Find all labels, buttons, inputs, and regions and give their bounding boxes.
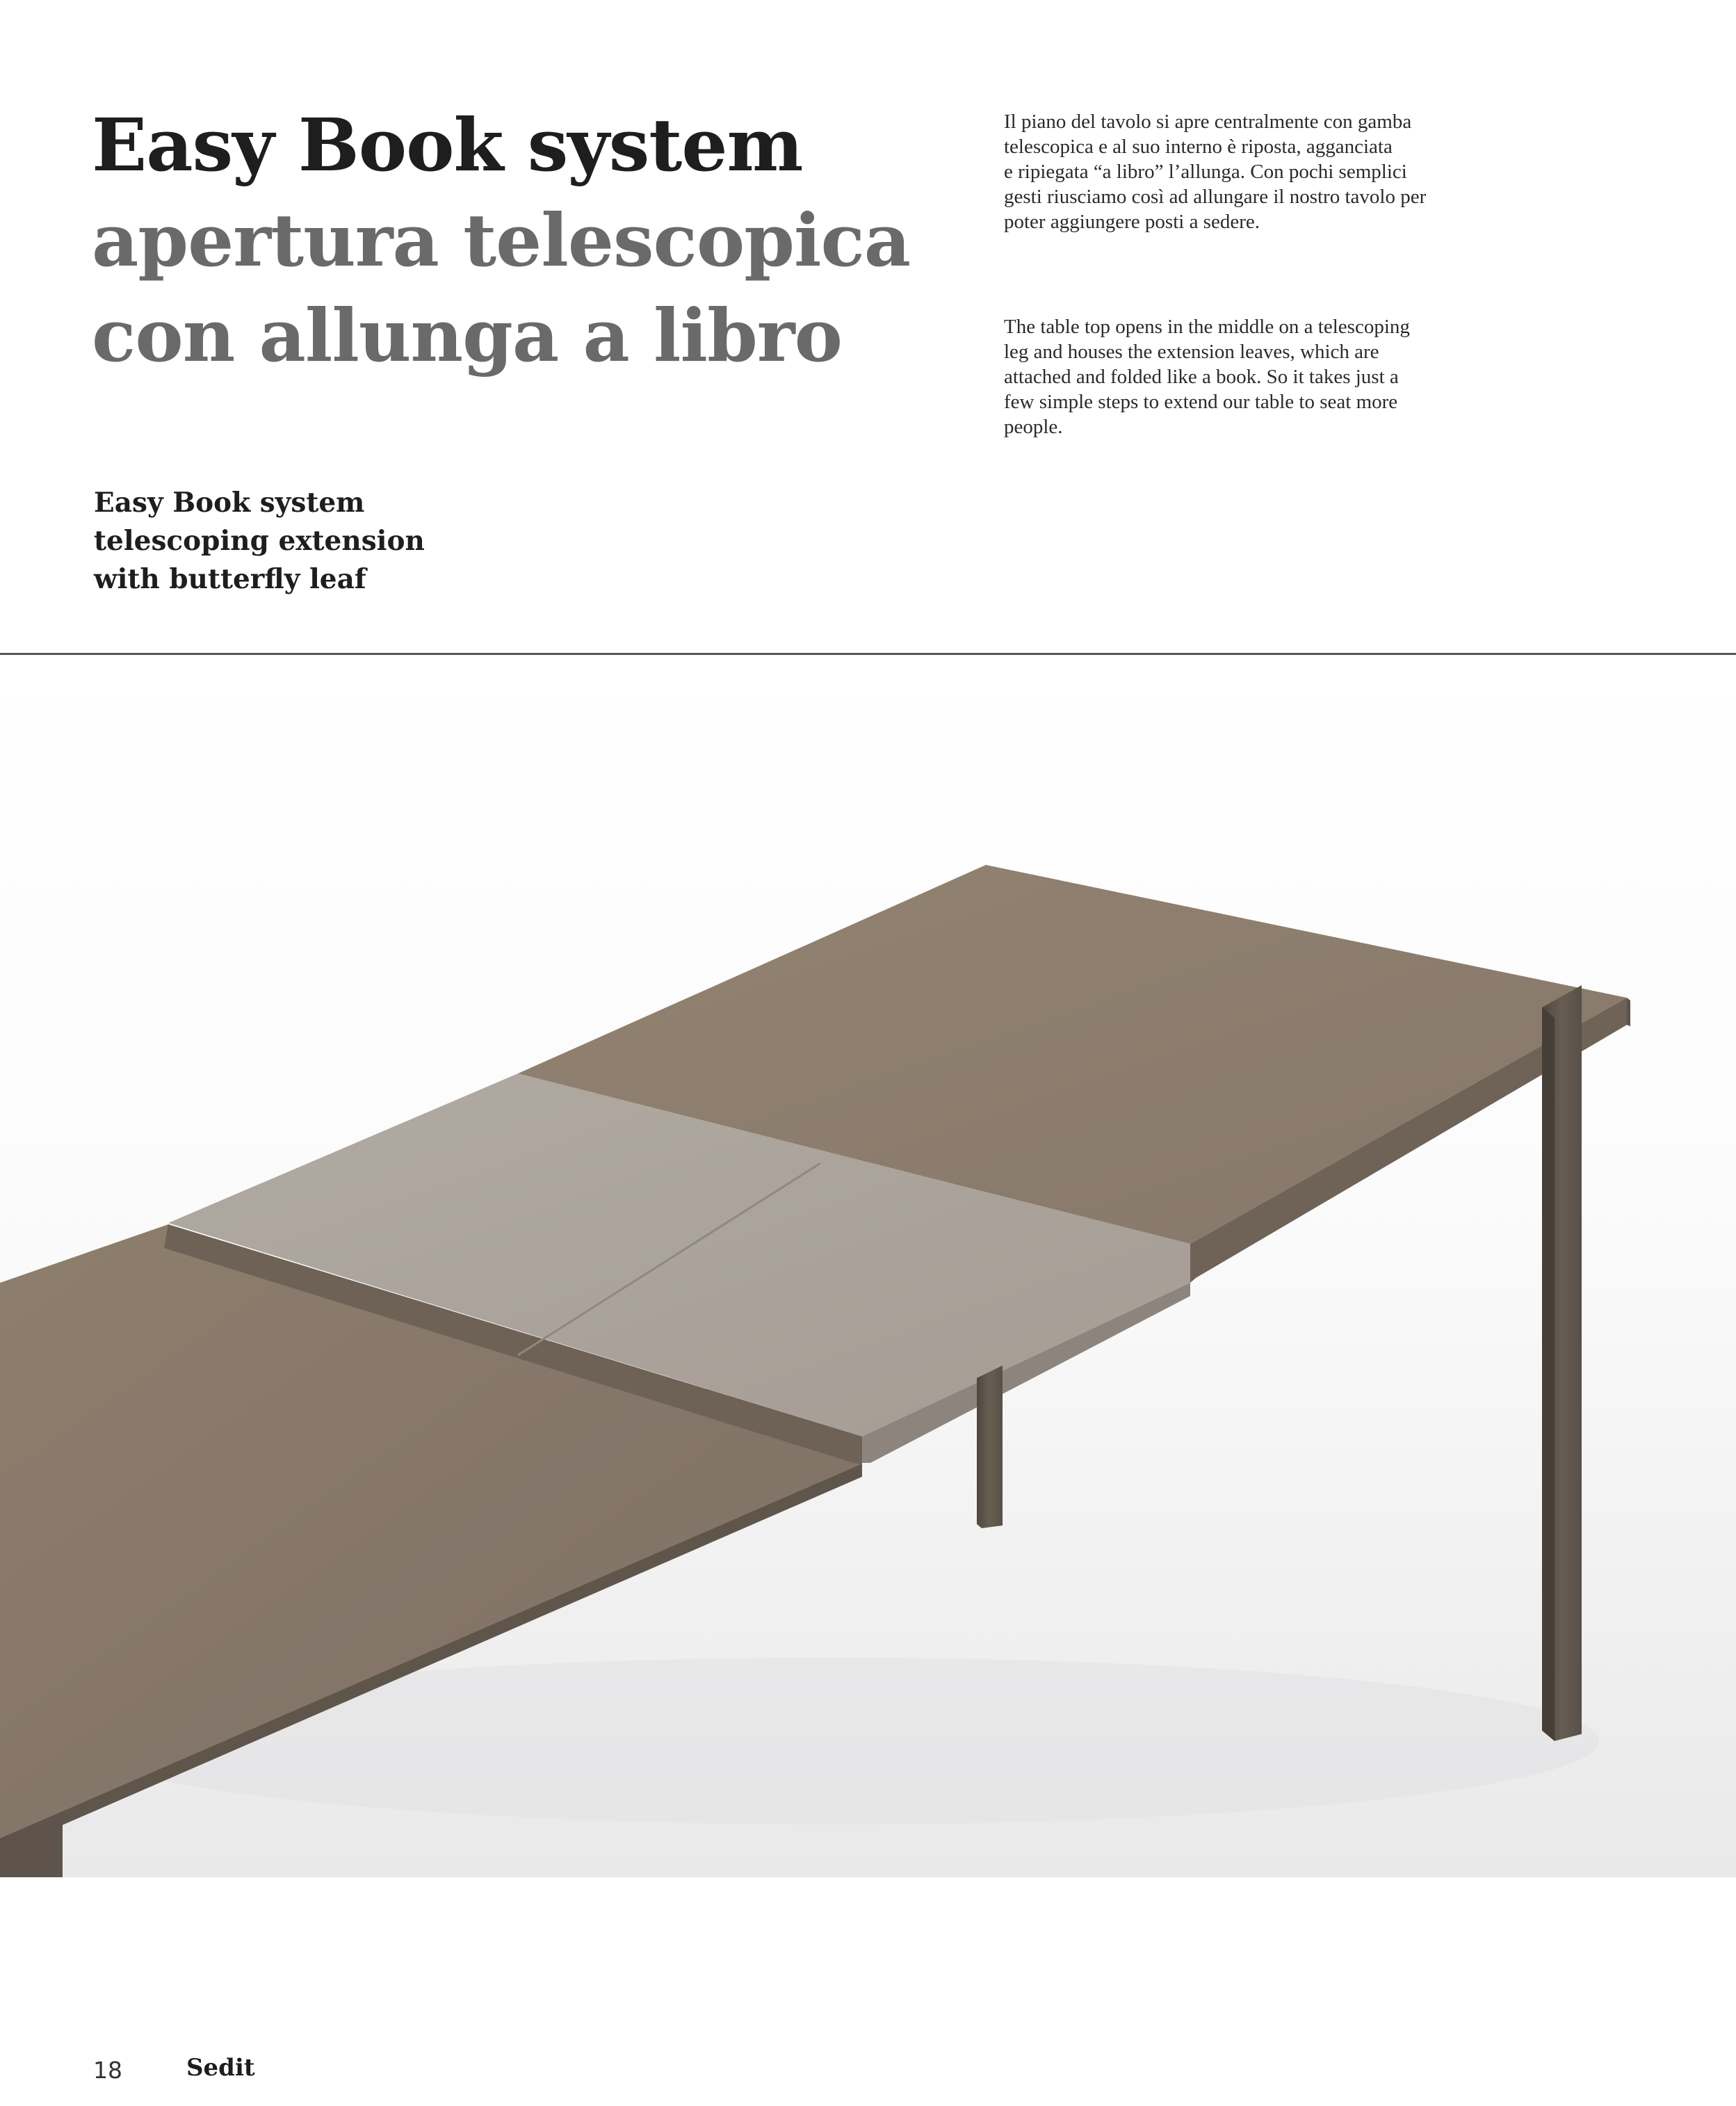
title-line-3: con allunga a libro bbox=[92, 293, 842, 378]
italian-line: gesti riusciamo così ad allungare il nostro tavolo per bbox=[1004, 186, 1427, 208]
english-line: people. bbox=[1004, 416, 1063, 438]
english-subtitle bbox=[94, 484, 581, 599]
table-top-right-side bbox=[1627, 998, 1630, 1026]
table-photo bbox=[0, 656, 1736, 1877]
table-leg-right-side bbox=[1542, 1007, 1555, 1741]
page-number: 18 bbox=[93, 2057, 122, 2084]
italian-line: poter aggiungere posti a sedere. bbox=[1004, 211, 1260, 233]
italian-description bbox=[1004, 109, 1532, 234]
english-description bbox=[1004, 314, 1532, 439]
english-line: The table top opens in the middle on a telescoping bbox=[1004, 316, 1410, 338]
english-line: leg and houses the extension leaves, which are bbox=[1004, 341, 1379, 363]
title-line-1: Easy Book system bbox=[92, 102, 803, 188]
english-line: few simple steps to extend our table to seat more bbox=[1004, 391, 1398, 413]
title-line-2: apertura telescopica bbox=[92, 197, 911, 283]
italian-line: Il piano del tavolo si apre centralmente con gamba bbox=[1004, 111, 1412, 133]
section-divider bbox=[0, 653, 1736, 655]
table-leg-center bbox=[977, 1366, 1003, 1528]
subtitle-line-3: with butterfly leaf bbox=[94, 563, 366, 595]
italian-line: telescopica e al suo interno è riposta, agganciata bbox=[1004, 136, 1393, 158]
page-title bbox=[92, 97, 996, 383]
subtitle-line-1: Easy Book system bbox=[94, 487, 365, 519]
subtitle-line-2: telescoping extension bbox=[94, 525, 425, 557]
brand-name: Sedit bbox=[186, 2054, 255, 2082]
english-line: attached and folded like a book. So it takes just a bbox=[1004, 366, 1399, 388]
italian-line: e ripiegata “a libro” l’allunga. Con pochi semplici bbox=[1004, 161, 1407, 183]
